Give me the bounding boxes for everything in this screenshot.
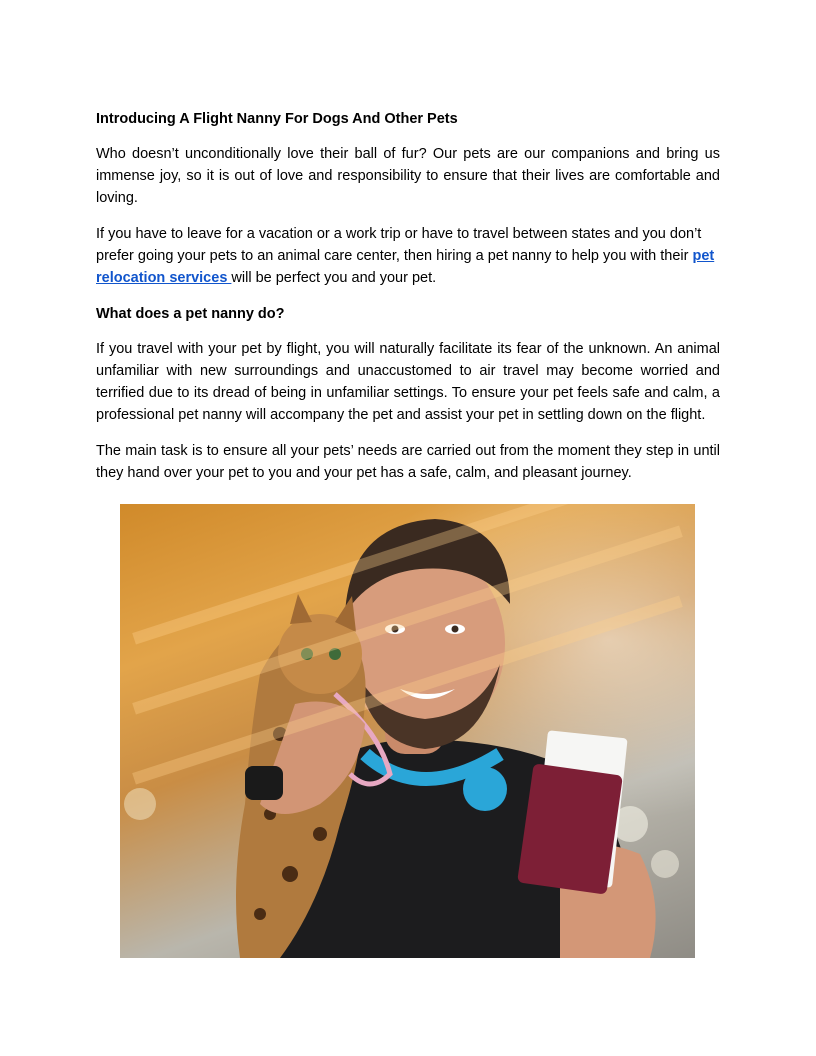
relocation-text-before: If you have to leave for a vacation or a work trip or have to travel between states and you don’t prefer going your pets to an animal care center, then hiring a pet nanny to help you with their xyxy=(96,226,702,264)
article-body xyxy=(96,108,720,498)
travel-paragraph: If you travel with your pet by flight, you will naturally facilitate its fear of the unknown. An animal unfamiliar with new surroundings and unaccustomed to air travel may become worried and terrified due to its dread of being in unfamiliar settings. To ensure your pet feels safe and calm, a professional pet nanny will accompany the pet and assist your pet in settling down on the flight. xyxy=(96,341,720,423)
watch-icon xyxy=(245,766,283,800)
article-title: Introducing A Flight Nanny For Dogs And Other Pets xyxy=(96,111,458,127)
passport-icon xyxy=(517,763,623,894)
relocation-text-after: will be perfect you and your pet. xyxy=(231,270,437,286)
intro-paragraph: Who doesn’t unconditionally love their ball of fur? Our pets are our companions and bring us immense joy, so it is out of love and responsibility to ensure that their lives are comfortable and loving. xyxy=(96,146,720,206)
main-task-paragraph: The main task is to ensure all your pets’ needs are carried out from the moment they step in until they hand over your pet to you and your pet has a safe, calm, and pleasant journey. xyxy=(96,443,720,481)
photo-man-with-cat-at-airport xyxy=(120,504,695,958)
photo-illustration xyxy=(120,504,695,958)
section-heading: What does a pet nanny do? xyxy=(96,306,285,322)
relocation-paragraph xyxy=(96,223,720,289)
pet-relocation-services-link[interactable]: pet relocation services xyxy=(96,248,715,286)
